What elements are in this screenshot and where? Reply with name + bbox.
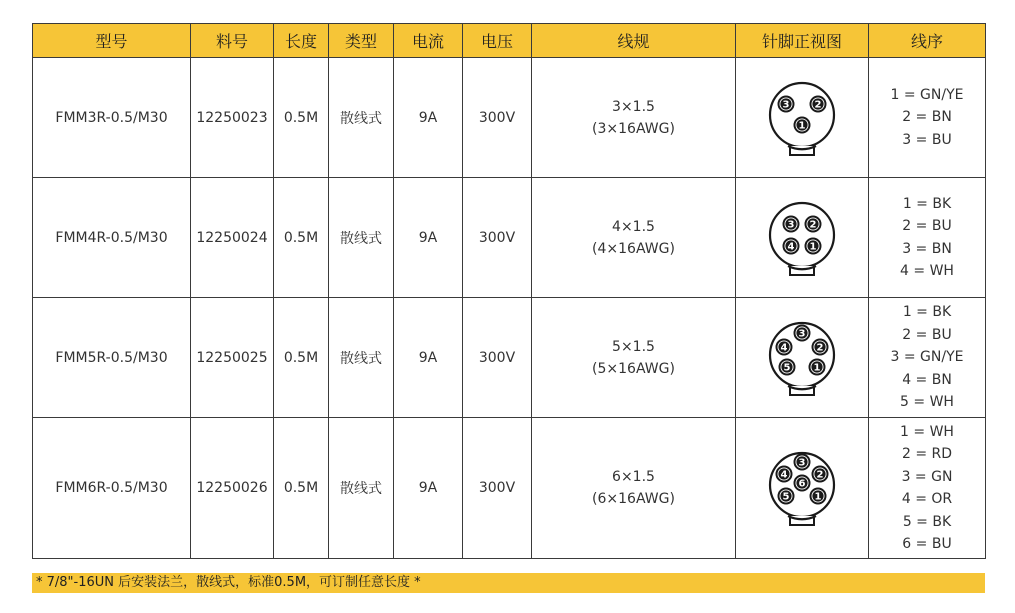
part-no-cell: 12250026 bbox=[191, 418, 274, 559]
wire-item: 1 = GN/YE bbox=[890, 86, 964, 103]
gauge-awg: (6×16AWG) bbox=[592, 491, 675, 507]
svg-text:1: 1 bbox=[813, 362, 821, 373]
length-cell: 0.5M bbox=[274, 418, 329, 559]
svg-text:1: 1 bbox=[809, 241, 817, 252]
wiring-cell bbox=[869, 298, 986, 418]
header-pin-view: 针脚正视图 bbox=[736, 24, 869, 58]
pin-view-cell bbox=[736, 418, 869, 559]
wiring-cell bbox=[869, 418, 986, 559]
wire-item: 3 = GN/YE bbox=[890, 349, 964, 366]
type-cell: 散线式 bbox=[329, 418, 394, 559]
svg-text:2: 2 bbox=[809, 219, 817, 230]
wiring-cell bbox=[869, 178, 986, 298]
wire-item: 2 = BN bbox=[902, 109, 952, 126]
svg-text:3: 3 bbox=[787, 219, 795, 230]
type-cell: 散线式 bbox=[329, 178, 394, 298]
svg-text:5: 5 bbox=[782, 491, 790, 503]
wire-item: 3 = GN bbox=[901, 468, 953, 485]
5-pin-connector-front-view-icon bbox=[766, 320, 838, 396]
gauge-awg: (4×16AWG) bbox=[592, 240, 675, 257]
wire-item: 1 = WH bbox=[900, 423, 954, 440]
4-pin-connector-front-view-icon bbox=[766, 200, 838, 276]
wire-item: 2 = BU bbox=[902, 218, 952, 234]
spec-table bbox=[32, 23, 986, 559]
svg-text:4: 4 bbox=[787, 241, 795, 252]
header-length: 长度 bbox=[274, 24, 329, 58]
current-cell: 9A bbox=[394, 58, 463, 178]
wire-item: 5 = BK bbox=[902, 513, 952, 530]
type-cell: 散线式 bbox=[329, 58, 394, 178]
model-cell: FMM5R-0.5/M30 bbox=[33, 298, 191, 418]
6-pin-connector-front-view-icon bbox=[766, 450, 838, 526]
svg-text:3: 3 bbox=[798, 328, 806, 339]
length-cell: 0.5M bbox=[274, 58, 329, 178]
model-cell: FMM6R-0.5/M30 bbox=[33, 418, 191, 559]
length-cell: 0.5M bbox=[274, 298, 329, 418]
svg-text:3: 3 bbox=[782, 99, 790, 110]
current-cell: 9A bbox=[394, 298, 463, 418]
wire-item: 5 = WH bbox=[900, 394, 954, 411]
length-cell: 0.5M bbox=[274, 178, 329, 298]
wiring-cell bbox=[869, 58, 986, 178]
current-cell: 9A bbox=[394, 418, 463, 559]
pin-view-cell bbox=[736, 58, 869, 178]
3-pin-connector-front-view-icon bbox=[766, 80, 838, 156]
wire-item: 1 = BK bbox=[902, 195, 952, 212]
wire-item: 4 = BN bbox=[902, 371, 952, 388]
model-cell: FMM3R-0.5/M30 bbox=[33, 58, 191, 178]
gauge-value: 6×1.5 bbox=[612, 469, 655, 485]
voltage-cell: 300V bbox=[463, 298, 532, 418]
footnote-bar: * 7/8"-16UN 后安装法兰，散线式，标准0.5M，可订制任意长度 * bbox=[32, 573, 985, 593]
gauge-cell bbox=[532, 58, 736, 178]
wire-item: 4 = OR bbox=[901, 491, 953, 507]
svg-text:2: 2 bbox=[816, 342, 824, 353]
table-row bbox=[33, 298, 986, 418]
header-type: 类型 bbox=[329, 24, 394, 58]
header-gauge: 线规 bbox=[532, 24, 736, 58]
wire-item: 2 = RD bbox=[901, 446, 953, 462]
table-row bbox=[33, 418, 986, 559]
pin-view-cell bbox=[736, 178, 869, 298]
wire-item: 3 = BN bbox=[902, 240, 952, 257]
model-cell: FMM4R-0.5/M30 bbox=[33, 178, 191, 298]
svg-text:1: 1 bbox=[814, 491, 822, 503]
part-no-cell: 12250024 bbox=[191, 178, 274, 298]
svg-text:2: 2 bbox=[816, 469, 824, 481]
gauge-value: 4×1.5 bbox=[612, 218, 655, 235]
wire-item: 6 = BU bbox=[902, 536, 952, 552]
voltage-cell: 300V bbox=[463, 58, 532, 178]
gauge-cell bbox=[532, 178, 736, 298]
header-model: 型号 bbox=[33, 24, 191, 58]
gauge-value: 3×1.5 bbox=[612, 98, 655, 115]
svg-text:5: 5 bbox=[783, 362, 791, 373]
header-part-no: 料号 bbox=[191, 24, 274, 58]
svg-text:2: 2 bbox=[814, 99, 822, 110]
header-voltage: 电压 bbox=[463, 24, 532, 58]
wire-item: 4 = WH bbox=[900, 263, 954, 279]
wire-item: 3 = BU bbox=[902, 131, 952, 148]
svg-text:6: 6 bbox=[798, 478, 806, 490]
gauge-value: 5×1.5 bbox=[612, 338, 655, 355]
current-cell: 9A bbox=[394, 178, 463, 298]
part-no-cell: 12250023 bbox=[191, 58, 274, 178]
table-row bbox=[33, 178, 986, 298]
svg-text:1: 1 bbox=[798, 120, 806, 131]
wire-item: 2 = BU bbox=[902, 326, 952, 343]
gauge-cell bbox=[532, 418, 736, 559]
svg-text:3: 3 bbox=[798, 457, 806, 469]
pin-view-cell bbox=[736, 298, 869, 418]
header-current: 电流 bbox=[394, 24, 463, 58]
svg-text:4: 4 bbox=[780, 342, 788, 353]
type-cell: 散线式 bbox=[329, 298, 394, 418]
part-no-cell: 12250025 bbox=[191, 298, 274, 418]
gauge-awg: (5×16AWG) bbox=[592, 360, 675, 377]
gauge-cell bbox=[532, 298, 736, 418]
voltage-cell: 300V bbox=[463, 418, 532, 559]
svg-text:4: 4 bbox=[780, 469, 788, 481]
table-row bbox=[33, 58, 986, 178]
header-row bbox=[33, 24, 986, 58]
wire-item: 1 = BK bbox=[902, 304, 952, 321]
header-wiring: 线序 bbox=[869, 24, 986, 58]
gauge-awg: (3×16AWG) bbox=[592, 120, 675, 137]
voltage-cell: 300V bbox=[463, 178, 532, 298]
